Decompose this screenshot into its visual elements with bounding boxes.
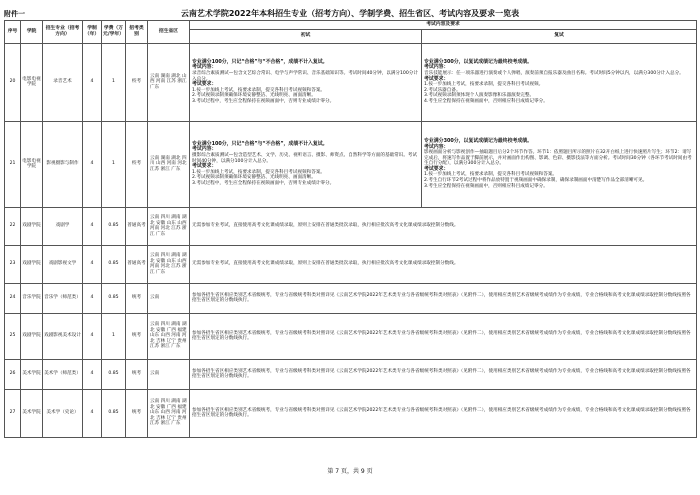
row-college: 美术学院 [21, 359, 43, 389]
second-line: 影视画面分析与影视创作—抽取题目后分2个环节作答。环节1：依照题目所示的照片在32开白纸上进行快速照片写生；环节2：请写完成后，将速写作品置于脚前展示，并对画面作出构图、影调、色彩、摄影技法等方面分析。考试时间30分钟（各环节考试时间由考生自行分配），以满分300分计入总分。 [424, 150, 692, 167]
row-major: 音乐学（师范类） [43, 283, 83, 313]
second-line: 1.按一步加线上考试，按要求录制，提交各科目考试视频和答案。 [424, 172, 558, 178]
first-line: 专业满分100分，只记“合格”与“不合格”，成绩不计入复试。 [192, 58, 328, 65]
table-row [5, 121, 697, 207]
second-line: 3.考生应全程保持在视频画面中，否则相应科目成绩记零分。 [424, 183, 548, 189]
second-line: 4.考生应全程保持在视频画面中，否则相应科目成绩记零分。 [424, 98, 548, 104]
table-row [5, 389, 697, 437]
header-second: 复试 [422, 29, 697, 43]
row-college: 戏剧学院 [21, 313, 43, 359]
row-first-exam [190, 121, 422, 207]
row-seq: 20 [5, 43, 21, 121]
row-category: 普通高考 [126, 207, 148, 245]
row-category: 统考 [126, 283, 148, 313]
admissions-table [4, 20, 697, 438]
first-line: 录音综合素质测试—包含文艺综合常识、电学与声学常识、音乐基础知识等。考试时间40分钟，以满分100分计入总分。 [192, 70, 418, 82]
first-line: 摄影综合素质测试—包含造型艺术、文学、历史、视听语言、摄影、师资点、自然科学等方面的基础常识。考试时间40分钟，以满分100分计入总分。 [192, 152, 418, 164]
row-major: 影视摄影与制作 [43, 121, 83, 207]
table-row [5, 207, 697, 245]
first-line: 1.按一步加线上考试，按要求录制，提交各科目考试视频和答案。 [192, 169, 326, 175]
second-line: 专业满分300分，以复试成绩记为最终校考成绩。 [424, 58, 533, 65]
row-college: 戏剧学院 [21, 207, 43, 245]
row-provinces: 云南 湖南 湖北 山西 河南 江苏 浙江 广东 [148, 43, 190, 121]
row-category: 校考 [126, 121, 148, 207]
first-line: 考试要求： [192, 163, 217, 170]
row-major: 戏剧影视美术设计 [43, 313, 83, 359]
first-line: 3.考试过程中，考生应全程保持在视频画面中，否则专业成绩计零分。 [192, 180, 335, 186]
row-provinces: 云南 四川 湖南 湖北 安徽 广西 福建 山东 山西 河南 河北 吉林 辽宁 贵州 江苏 浙江 广东 [148, 313, 190, 359]
row-category: 普通高考 [126, 245, 148, 283]
row-years: 4 [83, 313, 102, 359]
row-first-exam [190, 43, 422, 121]
header-exam: 考试内容及要求 [190, 21, 697, 30]
page-footer: 第 7 页，共 9 页 [327, 468, 373, 475]
row-note: 参加各招生省区相应类别艺术省级统考，专业与省级统考科类对照详见《云南艺术学院2022年艺术类专业与各省级统考科类对照表》（见附件二），使用相应类别艺术省级统考成绩作为专业成绩，专业合格线和高考文化课成绩录取控制分数线按照各招生省区划定的分数线执行。 [190, 389, 697, 437]
row-college: 戏剧学院 [21, 245, 43, 283]
header-category: 招考类别 [126, 21, 148, 44]
second-line: 考试要求： [424, 165, 449, 172]
second-line: 1.按一步加线上考试，按要求录制，提交各科目考试视频。 [424, 82, 544, 88]
row-note: 无需参加专业考试，直接使用高考文化课成绩录取，原则上安排在普通类批次录取，执行相应批次高考文化课成绩录取控制分数线。 [190, 207, 697, 245]
header-years: 学制（年） [83, 21, 102, 44]
row-major: 戏剧影视文学 [43, 245, 83, 283]
row-years: 4 [83, 283, 102, 313]
row-provinces: 云南 四川 湖南 湖北 安徽 广西 福建 山东 山西 河南 河北 吉林 辽宁 贵州 江苏 浙江 广东 [148, 389, 190, 437]
first-line: 专业满分100分，只记“合格”与“不合格”，成绩不计入复试。 [192, 140, 328, 147]
row-provinces: 云南 四川 湖南 湖北 安徽 山东 山西 河南 河北 江苏 浙江 广东 [148, 245, 190, 283]
header-college: 学院 [21, 21, 43, 44]
header-fee: 学费（万元/学年） [102, 21, 126, 44]
row-years: 4 [83, 121, 102, 207]
row-fee: 0.85 [102, 359, 126, 389]
row-category: 统考 [126, 313, 148, 359]
row-seq: 27 [5, 389, 21, 437]
header-first: 初试 [190, 29, 422, 43]
page-title: 云南艺术学院2022年本科招生专业（招考方向）、学制学费、招生省区、考试内容及要求一览表 [180, 9, 520, 18]
row-seq: 24 [5, 283, 21, 313]
table-row [5, 313, 697, 359]
second-line: 3.考试视频录制须体现个人演奏影像和乐器演奏完整。 [424, 93, 535, 99]
row-provinces: 云南 湖南 湖北 四川 山西 河南 河北 江苏 浙江 广东 [148, 121, 190, 207]
header-provinces: 招生省区 [148, 21, 190, 44]
row-college: 美术学院 [21, 389, 43, 437]
row-fee: 0.85 [102, 245, 126, 283]
header-seq: 序号 [5, 21, 21, 44]
row-major: 美术学（师范类） [43, 359, 83, 389]
row-provinces: 云南 [148, 359, 190, 389]
row-seq: 23 [5, 245, 21, 283]
row-seq: 22 [5, 207, 21, 245]
row-second-exam [422, 43, 697, 121]
row-provinces: 云南 [148, 283, 190, 313]
row-years: 4 [83, 359, 102, 389]
second-line: 专业满分300分，以复试成绩记为最终校考成绩。 [424, 137, 533, 144]
annex-label: 附件一 [4, 10, 25, 18]
row-years: 4 [83, 389, 102, 437]
row-category: 统考 [126, 359, 148, 389]
row-college: 电影电视学院 [21, 43, 43, 121]
table-row [5, 43, 697, 121]
second-line: 音乐技能展示：任一项乐器进行演奏或个人弹唱，演奏前须自报乐器及曲目名称。考试时间5分钟以内，以满分300分计入总分。 [424, 70, 684, 76]
row-seq: 21 [5, 121, 21, 207]
second-line: 2.考生自行环节2考试过程中将作品放特置于视频画面中确保录制，确保录制画面中清楚写作品全部清晰可见。 [424, 178, 648, 184]
row-seq: 25 [5, 313, 21, 359]
row-seq: 26 [5, 359, 21, 389]
row-note: 无需参加专业考试，直接使用高考文化课成绩录取，原则上安排在普通类批次录取，执行相应批次高考文化课成绩录取控制分数线。 [190, 245, 697, 283]
row-college: 音乐学院 [21, 283, 43, 313]
first-line: 1.按一步加线上考试，按要求录制，提交各科目考试视频和答案。 [192, 87, 326, 93]
row-fee: 1 [102, 121, 126, 207]
row-note: 参加各招生省区相应类别艺术省级统考，专业与省级统考科类对照详见《云南艺术学院2022年艺术类专业与各省级统考科类对照表》（见附件二），使用相应类别艺术省级统考成绩作为专业成绩，专业合格线和高考文化课成绩录取控制分数线按照各招生省区划定的分数线执行。 [190, 313, 697, 359]
row-years: 4 [83, 43, 102, 121]
second-line: 2.考试乐器自备。 [424, 87, 461, 93]
row-major: 录音艺术 [43, 43, 83, 121]
row-fee: 1 [102, 43, 126, 121]
first-line: 3.考试过程中，考生应全程保持在视频画面中，否则专业成绩计零分。 [192, 98, 335, 104]
row-note: 参加各招生省区相应类别艺术省级统考，专业与省级统考科类对照详见《云南艺术学院2022年艺术类专业与各省级统考科类对照表》（见附件二），使用相应类别艺术省级统考成绩作为专业成绩，专业合格线和高考文化课成绩录取控制分数线按照各招生省区划定的分数线执行。 [190, 359, 697, 389]
first-line: 考试内容： [192, 146, 217, 153]
row-fee: 0.85 [102, 207, 126, 245]
header-major: 招生专业（招考方向） [43, 21, 83, 44]
first-line: 考试内容： [192, 64, 217, 71]
table-row [5, 283, 697, 313]
table-row [5, 359, 697, 389]
row-years: 4 [83, 207, 102, 245]
second-line: 考试内容： [424, 143, 449, 150]
second-line: 考试要求： [424, 75, 449, 82]
row-provinces: 云南 四川 湖南 湖北 安徽 山东 山西 河南 河北 江苏 浙江 广东 [148, 207, 190, 245]
row-fee: 0.85 [102, 389, 126, 437]
first-line: 2.考试视频录制须确保环境安静整洁、光线明亮、画面清晰。 [192, 93, 316, 99]
row-note: 参加各招生省区相应类别艺术省级统考，专业与省级统考科类对照详见《云南艺术学院2022年艺术类专业与各省级统考科类对照表》（见附件二），使用相应类别艺术省级统考成绩作为专业成绩，专业合格线和高考文化课成绩录取控制分数线按照各招生省区划定的分数线执行。 [190, 283, 697, 313]
row-major: 戏剧学 [43, 207, 83, 245]
row-category: 统考 [126, 389, 148, 437]
row-college: 电影电视学院 [21, 121, 43, 207]
row-major: 美术学（史论） [43, 389, 83, 437]
table-row [5, 245, 697, 283]
row-category: 校考 [126, 43, 148, 121]
first-line: 2.考试视频录制须确保环境安静整洁、光线明亮、画面清晰。 [192, 175, 316, 181]
row-years: 4 [83, 245, 102, 283]
row-second-exam [422, 121, 697, 207]
row-fee: 1 [102, 313, 126, 359]
second-line: 考试内容： [424, 64, 449, 71]
row-fee: 0.85 [102, 283, 126, 313]
first-line: 考试要求： [192, 81, 217, 88]
